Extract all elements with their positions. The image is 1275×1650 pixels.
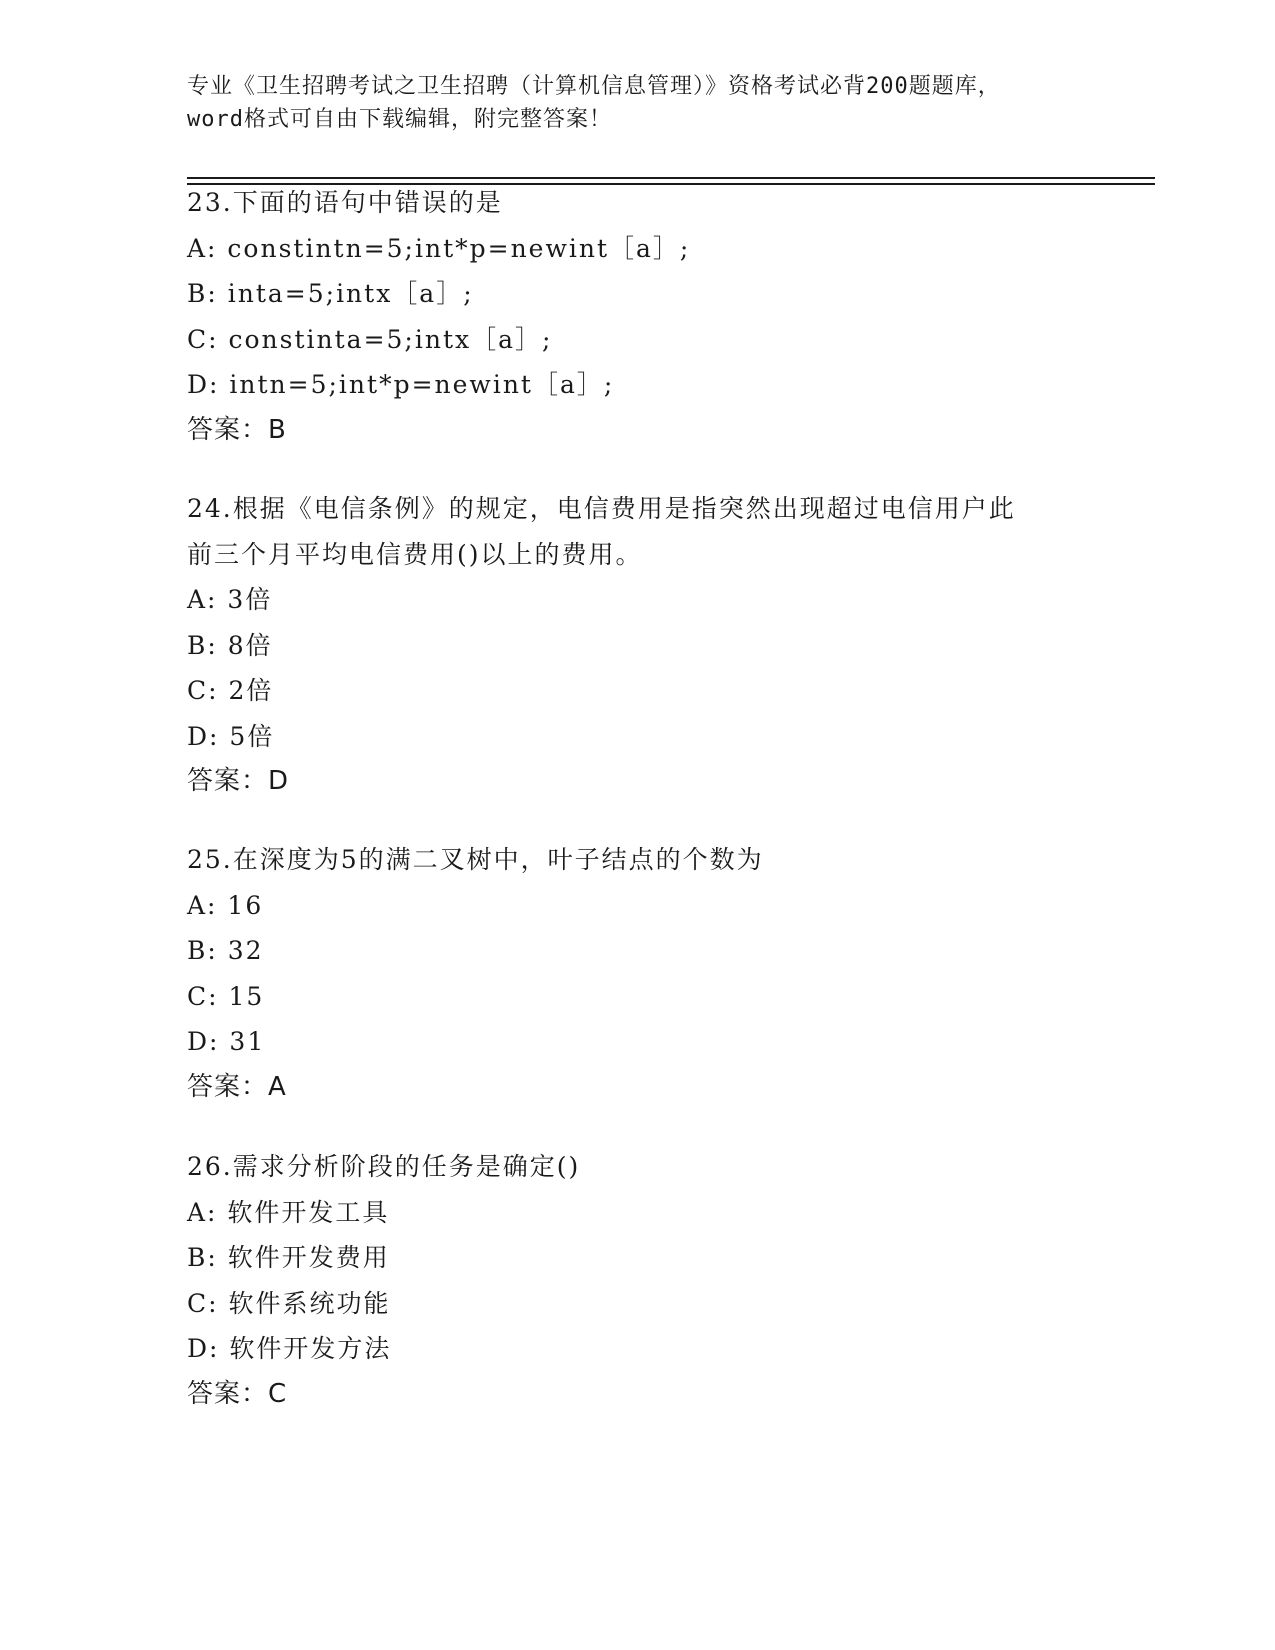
question-stem-continued: 前三个月平均电信费用()以上的费用。 [187,539,643,569]
option-a: A: 16 [187,890,264,920]
question-stem: 26.需求分析阶段的任务是确定() [187,1152,581,1181]
option-b: B: 8倍 [187,630,273,660]
question-26 [187,1144,1147,1417]
option-a: A: 软件开发工具 [187,1197,390,1227]
option-b: B: 软件开发费用 [187,1243,390,1272]
question-23 [187,180,1147,453]
header-title-line-1: 专业《卫生招聘考试之卫生招聘（计算机信息管理）》资格考试必背200题题库， [187,74,1001,99]
header-title-line-2: word格式可自由下载编辑，附完整答案！ [187,107,612,132]
question-stem: 23.下面的语句中错误的是 [187,188,503,217]
option-a: A: 3倍 [187,585,273,614]
question-stem: 25.在深度为5的满二叉树中，叶子结点的个数为 [187,845,764,874]
option-b: B: 32 [187,936,264,965]
option-c: C: 2倍 [187,676,274,705]
question-stem: 24.根据《电信条例》的规定，电信费用是指突然出现超过电信用户此 [187,494,1016,523]
option-d: D: 软件开发方法 [187,1334,392,1363]
option-a: A: constintn=5;int*p=newint［a］; [187,233,691,263]
question-25 [187,837,1147,1110]
option-c: C: constinta=5;intx［a］; [187,324,553,354]
question-24 [187,486,1147,805]
answer-label: 答案：A [187,1071,287,1102]
document-header [187,70,1087,136]
answer-label: 答案：B [187,414,287,445]
option-d: D: intn=5;int*p=newint［a］; [187,370,615,399]
option-c: C: 15 [187,981,265,1011]
answer-label: 答案：D [187,766,290,796]
option-d: D: 5倍 [187,721,275,751]
option-d: D: 31 [187,1027,266,1056]
header-divider-top [187,177,1155,179]
option-b: B: inta=5;intx［a］; [187,279,474,308]
option-c: C: 软件系统功能 [187,1288,391,1318]
answer-label: 答案：C [187,1378,288,1409]
